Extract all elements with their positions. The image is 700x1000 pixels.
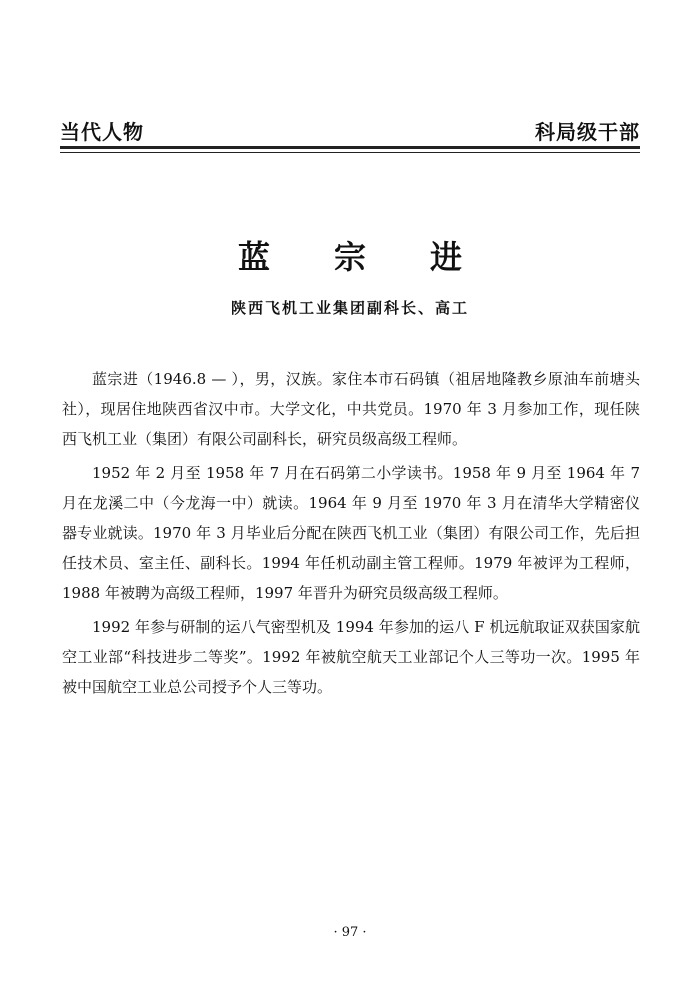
biography-paragraph: 蓝宗进（1946.8 — ），男，汉族。家住本市石码镇（祖居地隆教乡原油车前塘头社），现居住地陕西省汉中市。大学文化，中共党员。1970 年 3 月参加工作，现任陕西飞机工业（集团）有限公司副科长，研究员级高级工程师。 bbox=[62, 370, 640, 448]
biography-body bbox=[62, 364, 640, 706]
running-header bbox=[60, 116, 640, 146]
header-rule-thick bbox=[60, 146, 640, 149]
biography-paragraph: 1992 年参与研制的运八气密型机及 1994 年参加的运八 F 机远航取证双获国家航空工业部“科技进步二等奖”。1992 年被航空航天工业部记个人三等功一次。1995 年被中国航空工业总公司授予个人三等功。 bbox=[62, 618, 640, 696]
header-category-label: 科局级干部 bbox=[535, 120, 640, 144]
person-name-title: 蓝宗进 bbox=[237, 238, 526, 276]
biography-paragraph: 1952 年 2 月至 1958 年 7 月在石码第二小学读书。1958 年 9 月至 1964 年 7 月在龙溪二中（今龙海一中）就读。1964 年 9 月至 1970 年 3 月在清华大学精密仪器专业就读。1970 年 3 月毕业后分配在陕西飞机工业（集团）有限公司工作，先后担任技术员、室主任、副科长。1994 年任机动副主管工程师。1979 年被评为工程师，1988 年被聘为高级工程师，1997 年晋升为研究员级高级工程师。 bbox=[62, 464, 640, 602]
page-number: · 97 · bbox=[333, 925, 367, 940]
header-section-label: 当代人物 bbox=[60, 120, 144, 144]
header-rule-thin bbox=[60, 152, 640, 153]
person-position-subtitle: 陕西飞机工业集团副科长、高工 bbox=[230, 299, 469, 317]
